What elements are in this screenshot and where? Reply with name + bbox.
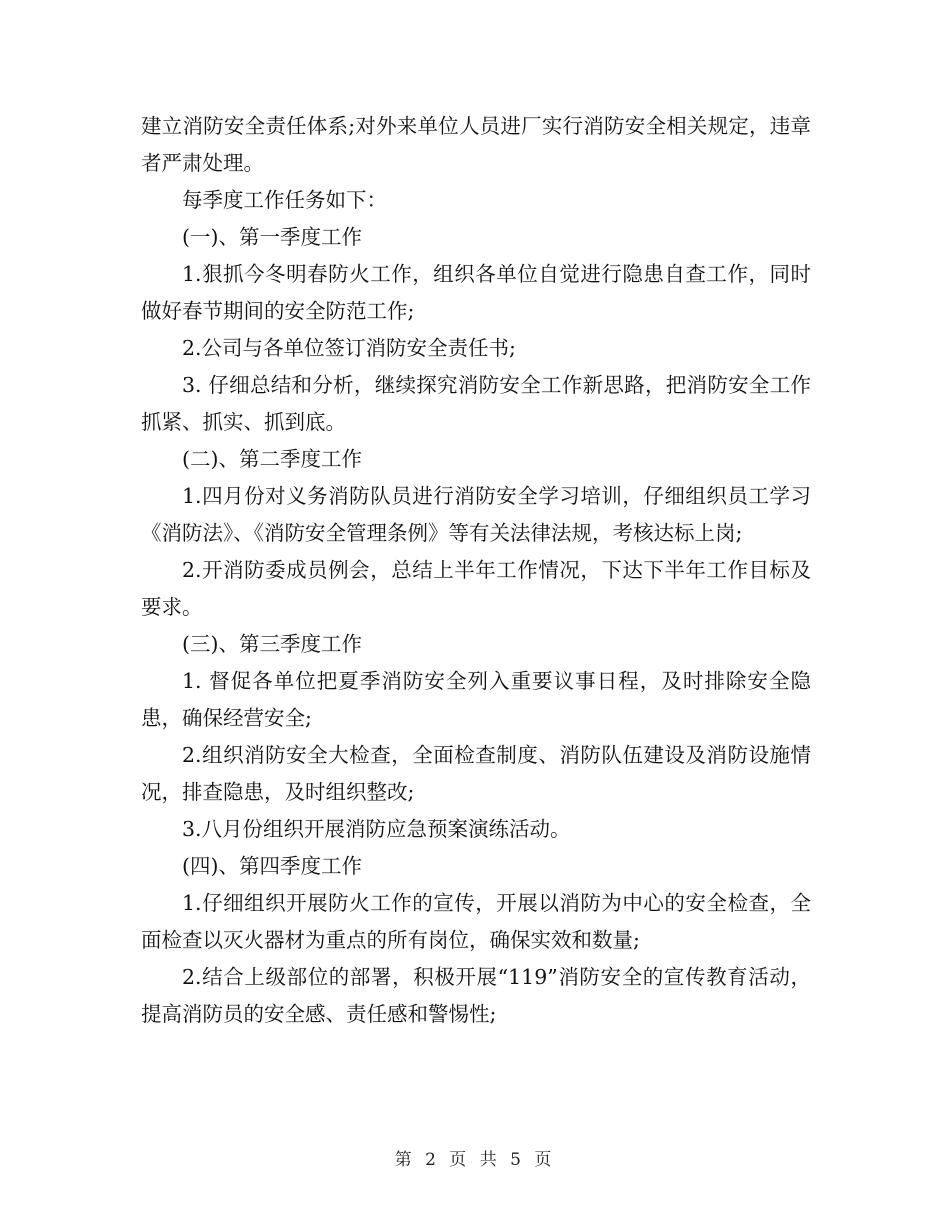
document-body [141, 108, 811, 1033]
list-item: 3. 仔细总结和分析，继续探究消防安全工作新思路，把消防安全工作抓紧、抓实、抓到底。 [141, 373, 811, 434]
list-item: 1. 督促各单位把夏季消防安全列入重要议事日程，及时排除安全隐患，确保经营安全; [141, 669, 811, 730]
section-heading: (一)、第一季度工作 [182, 225, 362, 249]
page-number-footer: 第 2 页 共 5 页 [394, 1150, 556, 1170]
section-heading: (二)、第二季度工作 [182, 447, 362, 471]
list-item: 2.开消防委成员例会，总结上半年工作情况，下达下半年工作目标及要求。 [141, 558, 811, 619]
list-item: 1.仔细组织开展防火工作的宣传，开展以消防为中心的安全检查，全面检查以灭火器材为重点的所有岗位，确保实效和数量; [141, 891, 811, 952]
list-item: 3.八月份组织开展消防应急预案演练活动。 [182, 817, 571, 841]
list-item: 1.狠抓今冬明春防火工作，组织各单位自觉进行隐患自查工作，同时做好春节期间的安全防范工作; [141, 262, 811, 323]
paragraph: 每季度工作任务如下： [182, 188, 387, 212]
section-heading: (四)、第四季度工作 [182, 854, 362, 878]
list-item: 2.结合上级部位的部署，积极开展“119”消防安全的宣传教育活动，提高消防员的安全感、责任感和警惕性; [141, 965, 811, 1026]
list-item: 2.组织消防安全大检查，全面检查制度、消防队伍建设及消防设施情况，排查隐患，及时组织整改; [141, 743, 811, 804]
list-item: 2.公司与各单位签订消防安全责任书; [182, 336, 516, 360]
section-heading: (三)、第三季度工作 [182, 632, 362, 656]
list-item: 1.四月份对义务消防队员进行消防安全学习培训，仔细组织员工学习《消防法》、《消防安全管理条例》等有关法律法规，考核达标上岗; [141, 484, 811, 545]
paragraph: 建立消防安全责任体系;对外来单位人员进厂实行消防安全相关规定，违章者严肃处理。 [141, 114, 811, 175]
